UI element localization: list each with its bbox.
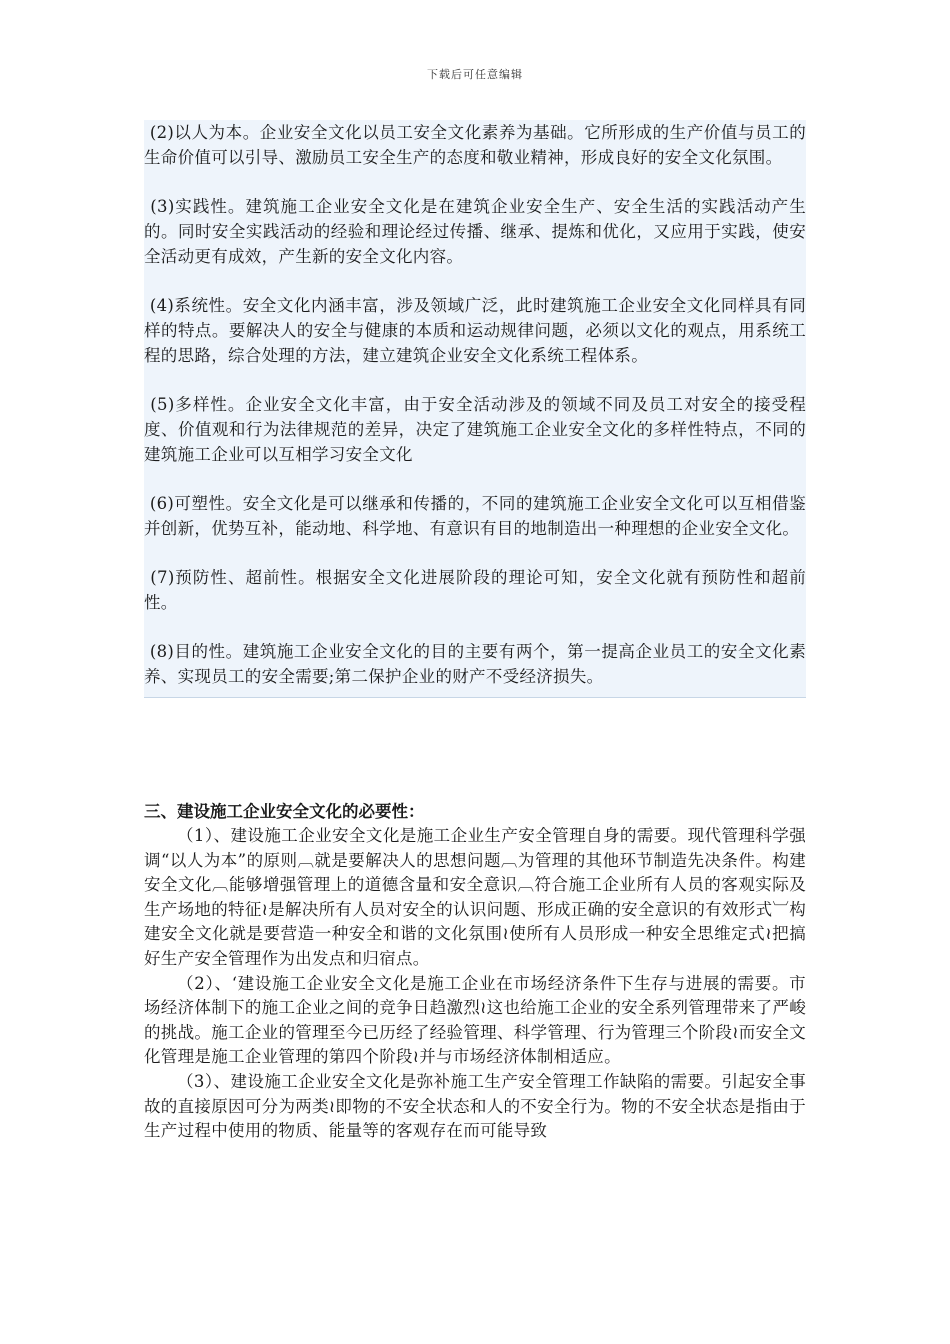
section-heading: 三、建设施工企业安全文化的必要性： bbox=[144, 802, 425, 821]
characteristic-item bbox=[144, 491, 806, 541]
necessity-section bbox=[144, 800, 806, 1144]
characteristic-item bbox=[144, 392, 806, 467]
characteristic-item bbox=[144, 639, 806, 689]
characteristic-item bbox=[144, 293, 806, 368]
characteristic-text: (6)可塑性。安全文化是可以继承和传播的，不同的建筑施工企业安全文化可以互相借鉴并创新，优势互补，能动地、科学地、有意识有目的地制造出一种理想的企业安全文化。 bbox=[144, 494, 806, 538]
characteristic-text: (7)预防性、超前性。根据安全文化进展阶段的理论可知，安全文化就有预防性和超前性。 bbox=[144, 568, 807, 612]
characteristic-text: (5)多样性。企业安全文化丰富，由于安全活动涉及的领域不同及员工对安全的接受程度、价值观和行为法律规范的差异，决定了建筑施工企业安全文化的多样性特点，不同的建筑施工企业可以互相学习安全文化 bbox=[144, 395, 807, 464]
section-paragraph: （1）、建设施工企业安全文化是施工企业生产安全管理自身的需要。现代管理科学强调“以人为本”的原则︹就是要解决人的思想问题︹为管理的其他环节制造先决条件。构建安全文化︹能够增强管理上的道德含量和安全意识︹符合施工企业所有人员的客观实际及生产场地的特征≀是解决所有人员对安全的认识问题、形成正确的安全意识的有效形式︺构建安全文化就是要营造一种安全和谐的文化氛围≀使所有人员形成一种安全思维定式≀把搞好生产安全管理作为出发点和归宿点。 bbox=[144, 826, 806, 968]
section-paragraph: （2）、‘建设施工企业安全文化是施工企业在市场经济条件下生存与进展的需要。市场经济体制下的施工企业之间的竞争日趋激烈≀这也给施工企业的安全系列管理带来了严峻的挑战。施工企业的管理至今已历经了经验管理、科学管理、行为管理三个阶段≀而安全文化管理是施工企业管理的第四个阶段≀并与市场经济体制相适应。 bbox=[144, 973, 806, 1067]
characteristic-text: (3)实践性。建筑施工企业安全文化是在建筑企业安全生产、安全生活的实践活动产生的。同时安全实践活动的经验和理论经过传播、继承、提炼和优化，又应用于实践，使安全活动更有成效，产生新的安全文化内容。 bbox=[144, 197, 807, 266]
characteristic-text: (2)以人为本。企业安全文化以员工安全文化素养为基础。它所形成的生产价值与员工的生命价值可以引导、激励员工安全生产的态度和敬业精神，形成良好的安全文化氛围。 bbox=[144, 123, 806, 167]
characteristic-item bbox=[144, 194, 806, 269]
characteristic-item bbox=[144, 565, 806, 615]
characteristics-block bbox=[144, 120, 806, 698]
characteristic-item bbox=[144, 120, 806, 170]
characteristic-text: (4)系统性。安全文化内涵丰富，涉及领域广泛，此时建筑施工企业安全文化同样具有同样的特点。要解决人的安全与健康的本质和运动规律问题，必须以文化的观点，用系统工程的思路，综合处理的方法，建立建筑企业安全文化系统工程体系。 bbox=[144, 296, 806, 365]
section-paragraph: （3）、建设施工企业安全文化是弥补施工生产安全管理工作缺陷的需要。引起安全事故的直接原因可分为两类≀即物的不安全状态和人的不安全行为。物的不安全状态是指由于生产过程中使用的物质、能量等的客观存在而可能导致 bbox=[144, 1071, 806, 1141]
page-header: 下载后可任意编辑 bbox=[427, 68, 523, 81]
characteristic-text: (8)目的性。建筑施工企业安全文化的目的主要有两个，第一提高企业员工的安全文化素养、实现员工的安全需要;第二保护企业的财产不受经济损失。 bbox=[144, 642, 806, 686]
